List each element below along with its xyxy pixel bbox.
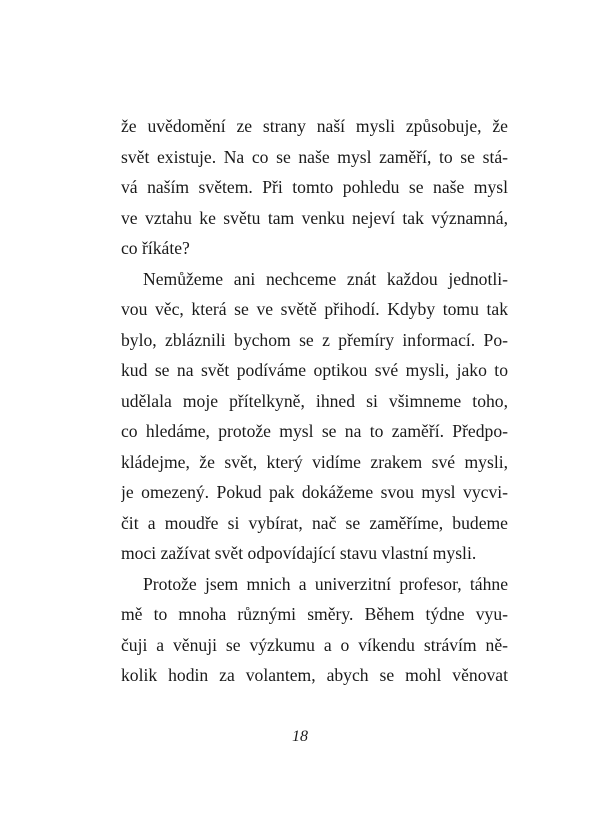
text-line: ve vztahu ke světu tam venku nejeví tak významná,	[121, 207, 508, 228]
paragraph-3	[121, 569, 508, 691]
text-line: kládejme, že svět, který vidíme zrakem své mysli,	[121, 451, 508, 472]
text-line: svět existuje. Na co se naše mysl zaměří, to se stá-	[121, 146, 508, 167]
text-line: čuji a věnuji se výzkumu a o víkendu strávím ně-	[121, 634, 508, 655]
text-line: moci zažívat svět odpovídající stavu vlastní mysli.	[121, 543, 477, 563]
text-line: mě to mnoha různými směry. Během týdne vyu-	[121, 604, 508, 624]
text-line: vou věc, která se ve světě přihodí. Kdyby tomu tak	[121, 299, 508, 319]
body-text	[121, 111, 508, 691]
text-line: bylo, zbláznili bychom se z přemíry informací. Po-	[121, 329, 508, 350]
text-line: udělala moje přítelkyně, ihned si všimneme toho,	[121, 390, 508, 411]
text-line: čit a moudře si vybírat, nač se zaměříme, budeme	[121, 512, 508, 533]
text-line: kolik hodin za volantem, abych se mohl věnovat	[121, 665, 508, 685]
text-line: Protože jsem mnich a univerzitní profesor, táhne	[143, 573, 508, 594]
paragraph-1	[121, 111, 508, 264]
text-line: co hledáme, protože mysl se na to zaměří. Předpo-	[121, 421, 508, 441]
page-number: 18	[292, 728, 308, 745]
text-line: vá naším světem. Při tomto pohledu se naše mysl	[121, 177, 508, 197]
text-line: kud se na svět podíváme optikou své mysli, jako to	[121, 360, 508, 380]
paragraph-2	[121, 264, 508, 569]
text-line: že uvědomění ze strany naší mysli způsobuje, že	[121, 116, 508, 136]
text-line: co říkáte?	[121, 238, 190, 258]
text-line: je omezený. Pokud pak dokážeme svou mysl vycvi-	[121, 482, 508, 502]
text-line: Nemůžeme ani nechceme znát každou jednotli-	[143, 268, 508, 289]
